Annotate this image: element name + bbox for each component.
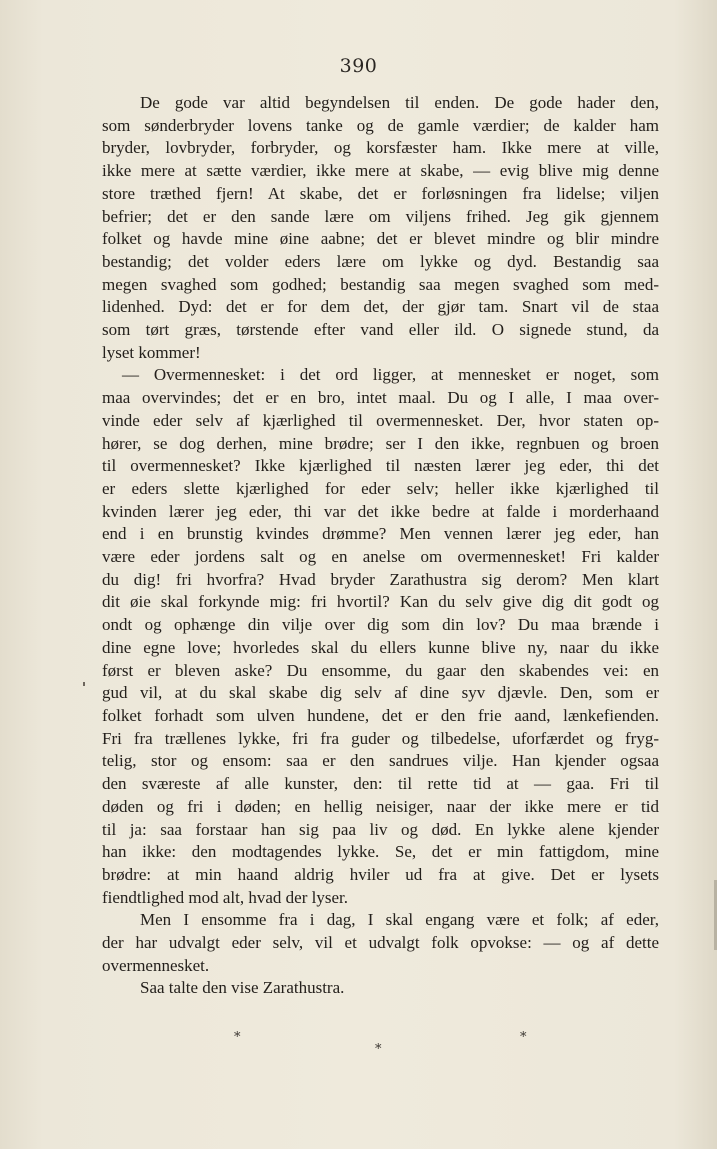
- text-line: lidenhed. Dyd: det er for dem det, der gjør tam. Snart vil de staa: [102, 297, 659, 317]
- page-number: 390: [339, 55, 378, 77]
- text-line: dine egne love; hvorledes skal du ellers kunne blive ny, naar du ikke: [102, 637, 659, 657]
- text-line: kvinden lærer jeg eder, thi var det ikke bedre at falde i morderhaand: [102, 501, 659, 521]
- text-line: fiendtlighed mod alt, hvad der lyser.: [102, 887, 348, 907]
- text-line: først er bleven aske? Du ensomme, du gaar den skabendes vei: en: [102, 660, 659, 680]
- text-line: der har udvalgt eder selv, vil et udvalgt folk opvokse: — og af dette: [102, 933, 659, 953]
- text-line: Fri fra trællenes lykke, fri fra guder og tilbedelse, uforfærdet og fryg-: [102, 728, 659, 748]
- text-line: Saa talte den vise Zarathustra.: [140, 978, 345, 998]
- asterisk: *: [234, 1030, 241, 1045]
- text-line: hører, se dog derhen, mine brødre; ser I den ikke, regnbuen og broen: [102, 433, 659, 453]
- text-line: De gode var altid begyndelsen til enden. De gode hader den,: [140, 93, 659, 112]
- text-line: til ja: saa forstaar han sig paa liv og død. En lykke alene kjender: [102, 819, 659, 839]
- text-line: er eders slette kjærlighed for eder selv; heller ikke kjærlighed til: [102, 478, 659, 498]
- text-line: han ikke: den modtagendes lykke. Se, det er min fattigdom, mine: [102, 842, 659, 862]
- text-line: ondt og ophænge din vilje over dig som din lov? Du maa brænde i: [102, 615, 659, 635]
- text-line: store træthed fjern! At skabe, det er forløsningen fra lidelse; viljen: [102, 183, 659, 203]
- text-line: maa overvindes; det er en bro, intet maal. Du og I alle, I maa over-: [102, 388, 659, 408]
- asterisk: *: [375, 1042, 382, 1057]
- text-line: være eder jordens salt og en anelse om overmennesket! Fri kalder: [102, 547, 659, 567]
- text-line: folket og havde mine øine aabne; det er blevet mindre og blir mindre: [102, 229, 659, 249]
- text-line: du dig! fri hvorfra? Hvad bryder Zarathustra sig derom? Men klart: [102, 569, 659, 589]
- text-line: end i en brunstig kvindes drømme? Men vennen lærer jeg eder, han: [102, 524, 659, 544]
- text-line: gud vil, at du skal skabe dig selv af dine syv djævle. Den, som er: [102, 683, 659, 703]
- text-line: som tørt græs, tørstende efter vand eller ild. O signede stund, da: [102, 320, 659, 340]
- text-line: befrier; det er den sande lære om viljens frihed. Jeg gik gjennem: [102, 206, 659, 226]
- text-line: ikke mere at sætte værdier, ikke mere at skabe, — evig blive mig denne: [102, 161, 659, 181]
- text-line: vinde eder selv af kjærlighed til overmennesket. Der, hvor staten op-: [102, 410, 659, 430]
- text-line: brødre: at min haand aldrig hviler ud fra at give. Det er lysets: [102, 864, 659, 884]
- text-line: den sværeste af alle kunster, den: til rette tid at — gaa. Fri til: [102, 774, 659, 794]
- text-line: megen svaghed som godhed; bestandig saa megen svaghed som med-: [102, 274, 659, 294]
- text-line: som sønderbryder lovens tanke og de gamle værdier; de kalder ham: [102, 115, 659, 135]
- text-line: bryder, lovbryder, forbryder, og korsfæster ham. Ikke mere at ville,: [102, 138, 659, 158]
- text-line: Men I ensomme fra i dag, I skal engang være et folk; af eder,: [140, 910, 659, 930]
- text-line: til overmennesket? Ikke kjærlighed til næsten lærer jeg eder, thi det: [102, 456, 659, 476]
- text-line: telig, stor og ensom: saa er den sandrues vilje. Han kjender ogsaa: [102, 751, 659, 771]
- margin-mark: [83, 682, 85, 686]
- asterisk: *: [520, 1030, 527, 1045]
- text-line: dit øie skal forkynde mig: fri hvortil? Kan du selv give dig dit godt og: [102, 592, 659, 612]
- text-line: døden og fri i døden; en hellig neisiger, naar der ikke mere er tid: [102, 796, 659, 816]
- body-text: [102, 92, 659, 1000]
- section-divider: [0, 1026, 717, 1066]
- text-line: overmennesket.: [102, 955, 210, 975]
- text-line: — Overmennesket: i det ord ligger, at mennesket er noget, som: [122, 365, 659, 385]
- text-line: folket forhadt som ulven hundene, det er den frie aand, lænkefienden.: [102, 705, 659, 725]
- text-line: lyset kommer!: [102, 342, 201, 362]
- text-line: bestandig; det volder eders lære om lykke og dyd. Bestandig saa: [102, 251, 659, 271]
